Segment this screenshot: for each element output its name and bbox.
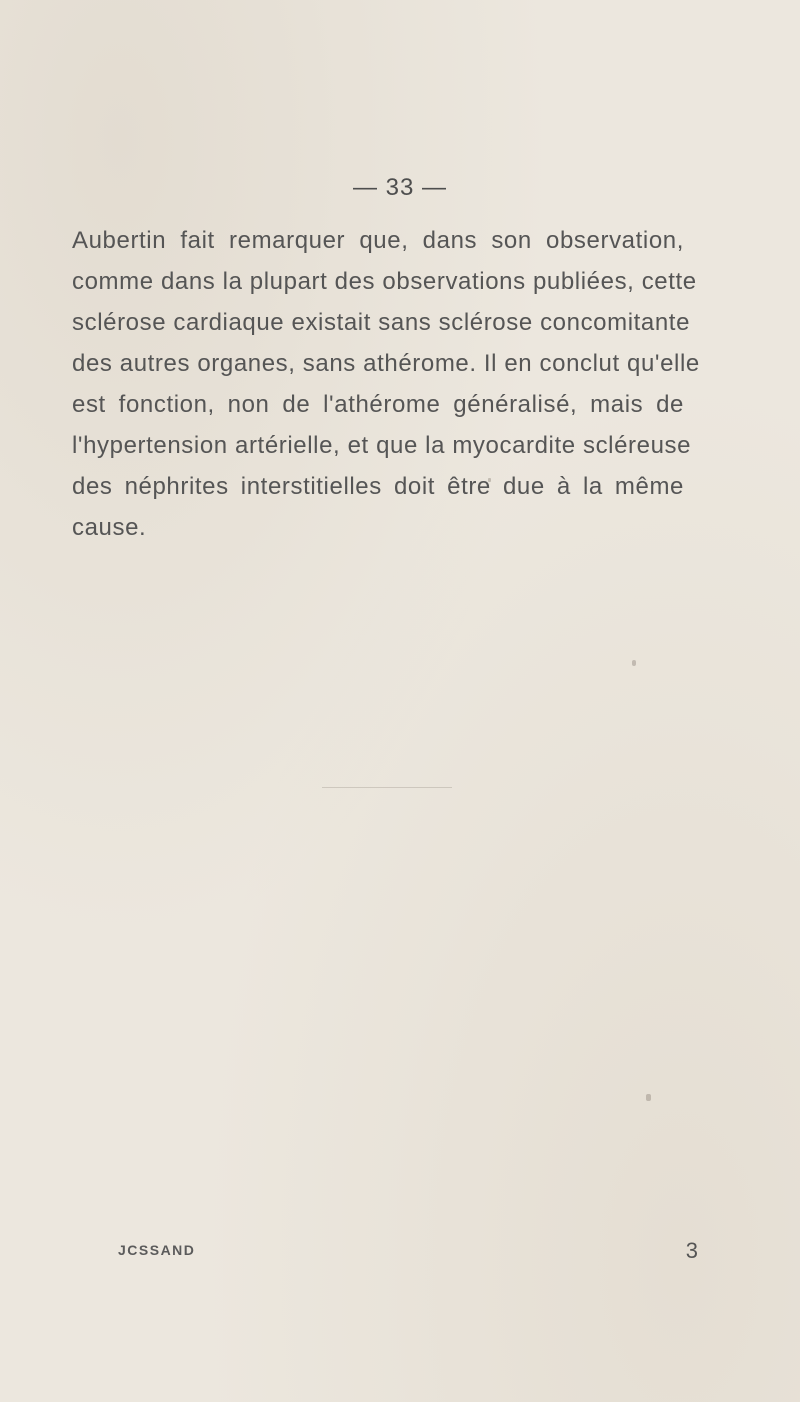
body-paragraph (72, 220, 700, 548)
paper-speck (322, 787, 452, 788)
paragraph-line: cause. (72, 514, 147, 541)
paragraph-line: l'hypertension artérielle, et que la myocardite scléreuse (72, 432, 692, 459)
paragraph-line: des néphrites interstitielles doit être due à la même (72, 473, 684, 500)
paragraph-line: des autres organes, sans athérome. Il en conclut qu'elle (72, 350, 700, 377)
paragraph-line: est fonction, non de l'athérome généralisé, mais de (72, 391, 684, 418)
page-number: — 33 — (352, 174, 448, 201)
paper-speck (632, 660, 636, 666)
paragraph-line: Aubertin fait remarquer que, dans son observation, (72, 227, 684, 254)
page-footer (118, 1238, 698, 1264)
printer-signature: JCSSAND (118, 1242, 196, 1258)
sheet-number: 3 (685, 1238, 698, 1263)
paper-speck (488, 478, 491, 482)
paragraph-line: sclérose cardiaque existait sans sclérose concomitante (72, 309, 691, 336)
paper-speck (646, 1094, 651, 1101)
paragraph-line: comme dans la plupart des observations publiées, cette (72, 268, 697, 295)
